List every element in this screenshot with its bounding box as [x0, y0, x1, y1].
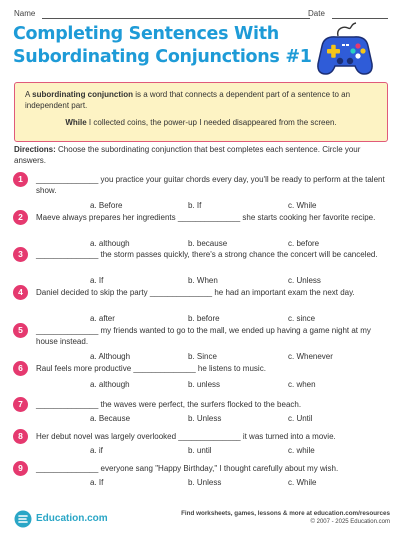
- answer-option-a[interactable]: a. Before: [90, 201, 123, 210]
- answer-option-c[interactable]: c. while: [288, 446, 315, 455]
- answer-option-b[interactable]: b. because: [188, 239, 228, 248]
- answer-option-b[interactable]: b. Unless: [188, 414, 222, 423]
- answer-option-c[interactable]: c. Unless: [288, 276, 321, 285]
- definition-box: [14, 82, 388, 142]
- question-stem: Daniel decided to skip the party ______________ he had an important exam the next day.: [36, 288, 355, 297]
- answer-option-a[interactable]: a. after: [90, 314, 115, 323]
- question-9: [0, 461, 405, 505]
- answer-option-b[interactable]: b. before: [188, 314, 220, 323]
- question-number: 9: [13, 461, 28, 476]
- definition-text: A subordinating conjunction is a word that connects a dependent part of a sentence to an independent part.: [25, 90, 351, 110]
- answer-option-a[interactable]: a. Although: [90, 352, 131, 361]
- question-number: 7: [13, 397, 28, 412]
- answer-option-c[interactable]: c. before: [288, 239, 320, 248]
- question-stem: Maeve always prepares her ingredients ______________ she starts cooking her favorite recipe.: [36, 213, 376, 222]
- answer-option-b[interactable]: b. Unless: [188, 478, 222, 487]
- name-date-row: [14, 9, 390, 21]
- footer-tagline[interactable]: Find worksheets, games, lessons & more at education.com/resources: [181, 510, 390, 517]
- answer-option-c[interactable]: c. Whenever: [288, 352, 333, 361]
- answer-option-c[interactable]: c. when: [288, 380, 316, 389]
- answer-option-a[interactable]: a. If: [90, 276, 104, 285]
- question-stem: ______________ everyone sang "Happy Birthday," I thought carefully about my wish.: [36, 464, 339, 473]
- question-number: 4: [13, 285, 28, 300]
- logo-text: Education.com: [36, 513, 108, 524]
- game-controller-icon: [314, 22, 376, 78]
- answer-option-a[interactable]: a. although: [90, 380, 130, 389]
- question-number: 1: [13, 172, 28, 187]
- date-label: Date: [308, 9, 325, 18]
- definition-term: subordinating conjunction: [32, 90, 134, 99]
- question-stem: ______________ the waves were perfect, the surfers flocked to the beach.: [36, 400, 302, 409]
- answer-option-a[interactable]: a. although: [90, 239, 130, 248]
- question-number: 3: [13, 247, 28, 262]
- date-line[interactable]: [332, 18, 388, 19]
- answer-option-a[interactable]: a. if: [90, 446, 103, 455]
- answer-option-b[interactable]: b. until: [188, 446, 212, 455]
- question-number: 6: [13, 361, 28, 376]
- name-label: Name: [14, 9, 36, 18]
- question-number: 8: [13, 429, 28, 444]
- education-logo-icon: [14, 510, 32, 528]
- answer-option-c[interactable]: c. While: [288, 201, 317, 210]
- education-logo[interactable]: [14, 510, 134, 530]
- question-stem: Raul feels more productive ______________ he listens to music.: [36, 364, 266, 373]
- answer-option-b[interactable]: b. If: [188, 201, 202, 210]
- question-stem: ______________ my friends wanted to go to the mall, we ended up having a game night at my house instead.: [36, 326, 371, 346]
- page-title: [13, 23, 313, 69]
- directions-label: Directions:: [14, 145, 56, 154]
- answer-option-b[interactable]: b. Since: [188, 352, 217, 361]
- answer-option-b[interactable]: b. When: [188, 276, 218, 285]
- answer-option-b[interactable]: b. unless: [188, 380, 221, 389]
- answer-option-a[interactable]: a. If: [90, 478, 104, 487]
- question-stem: ______________ you practice your guitar chords every day, you'll be ready to perform at the talent show.: [36, 175, 385, 195]
- footer-copyright: © 2007 - 2025 Education.com: [310, 519, 390, 525]
- answer-option-c[interactable]: c. since: [288, 314, 316, 323]
- answer-option-a[interactable]: a. Because: [90, 414, 131, 423]
- directions-text: Choose the subordinating conjunction that best completes each sentence. Circle your answers.: [14, 145, 361, 165]
- footer-info: [160, 509, 390, 527]
- example-conjunction: While: [65, 118, 87, 127]
- question-number: 2: [13, 210, 28, 225]
- question-number: 5: [13, 323, 28, 338]
- title-line-1: Completing Sentences With: [13, 24, 279, 44]
- name-line[interactable]: [42, 18, 310, 19]
- title-line-2: Subordinating Conjunctions #1: [13, 47, 312, 67]
- answer-option-c[interactable]: c. Until: [288, 414, 313, 423]
- directions: [14, 144, 390, 166]
- question-stem: Her debut novel was largely overlooked ______________ it was turned into a movie.: [36, 432, 336, 441]
- question-stem: ______________ the storm passes quickly, there's a strong chance the concert will be canceled.: [36, 250, 378, 259]
- definition-example: While I collected coins, the power-up I needed disappeared from the screen.: [65, 118, 337, 127]
- answer-option-c[interactable]: c. While: [288, 478, 317, 487]
